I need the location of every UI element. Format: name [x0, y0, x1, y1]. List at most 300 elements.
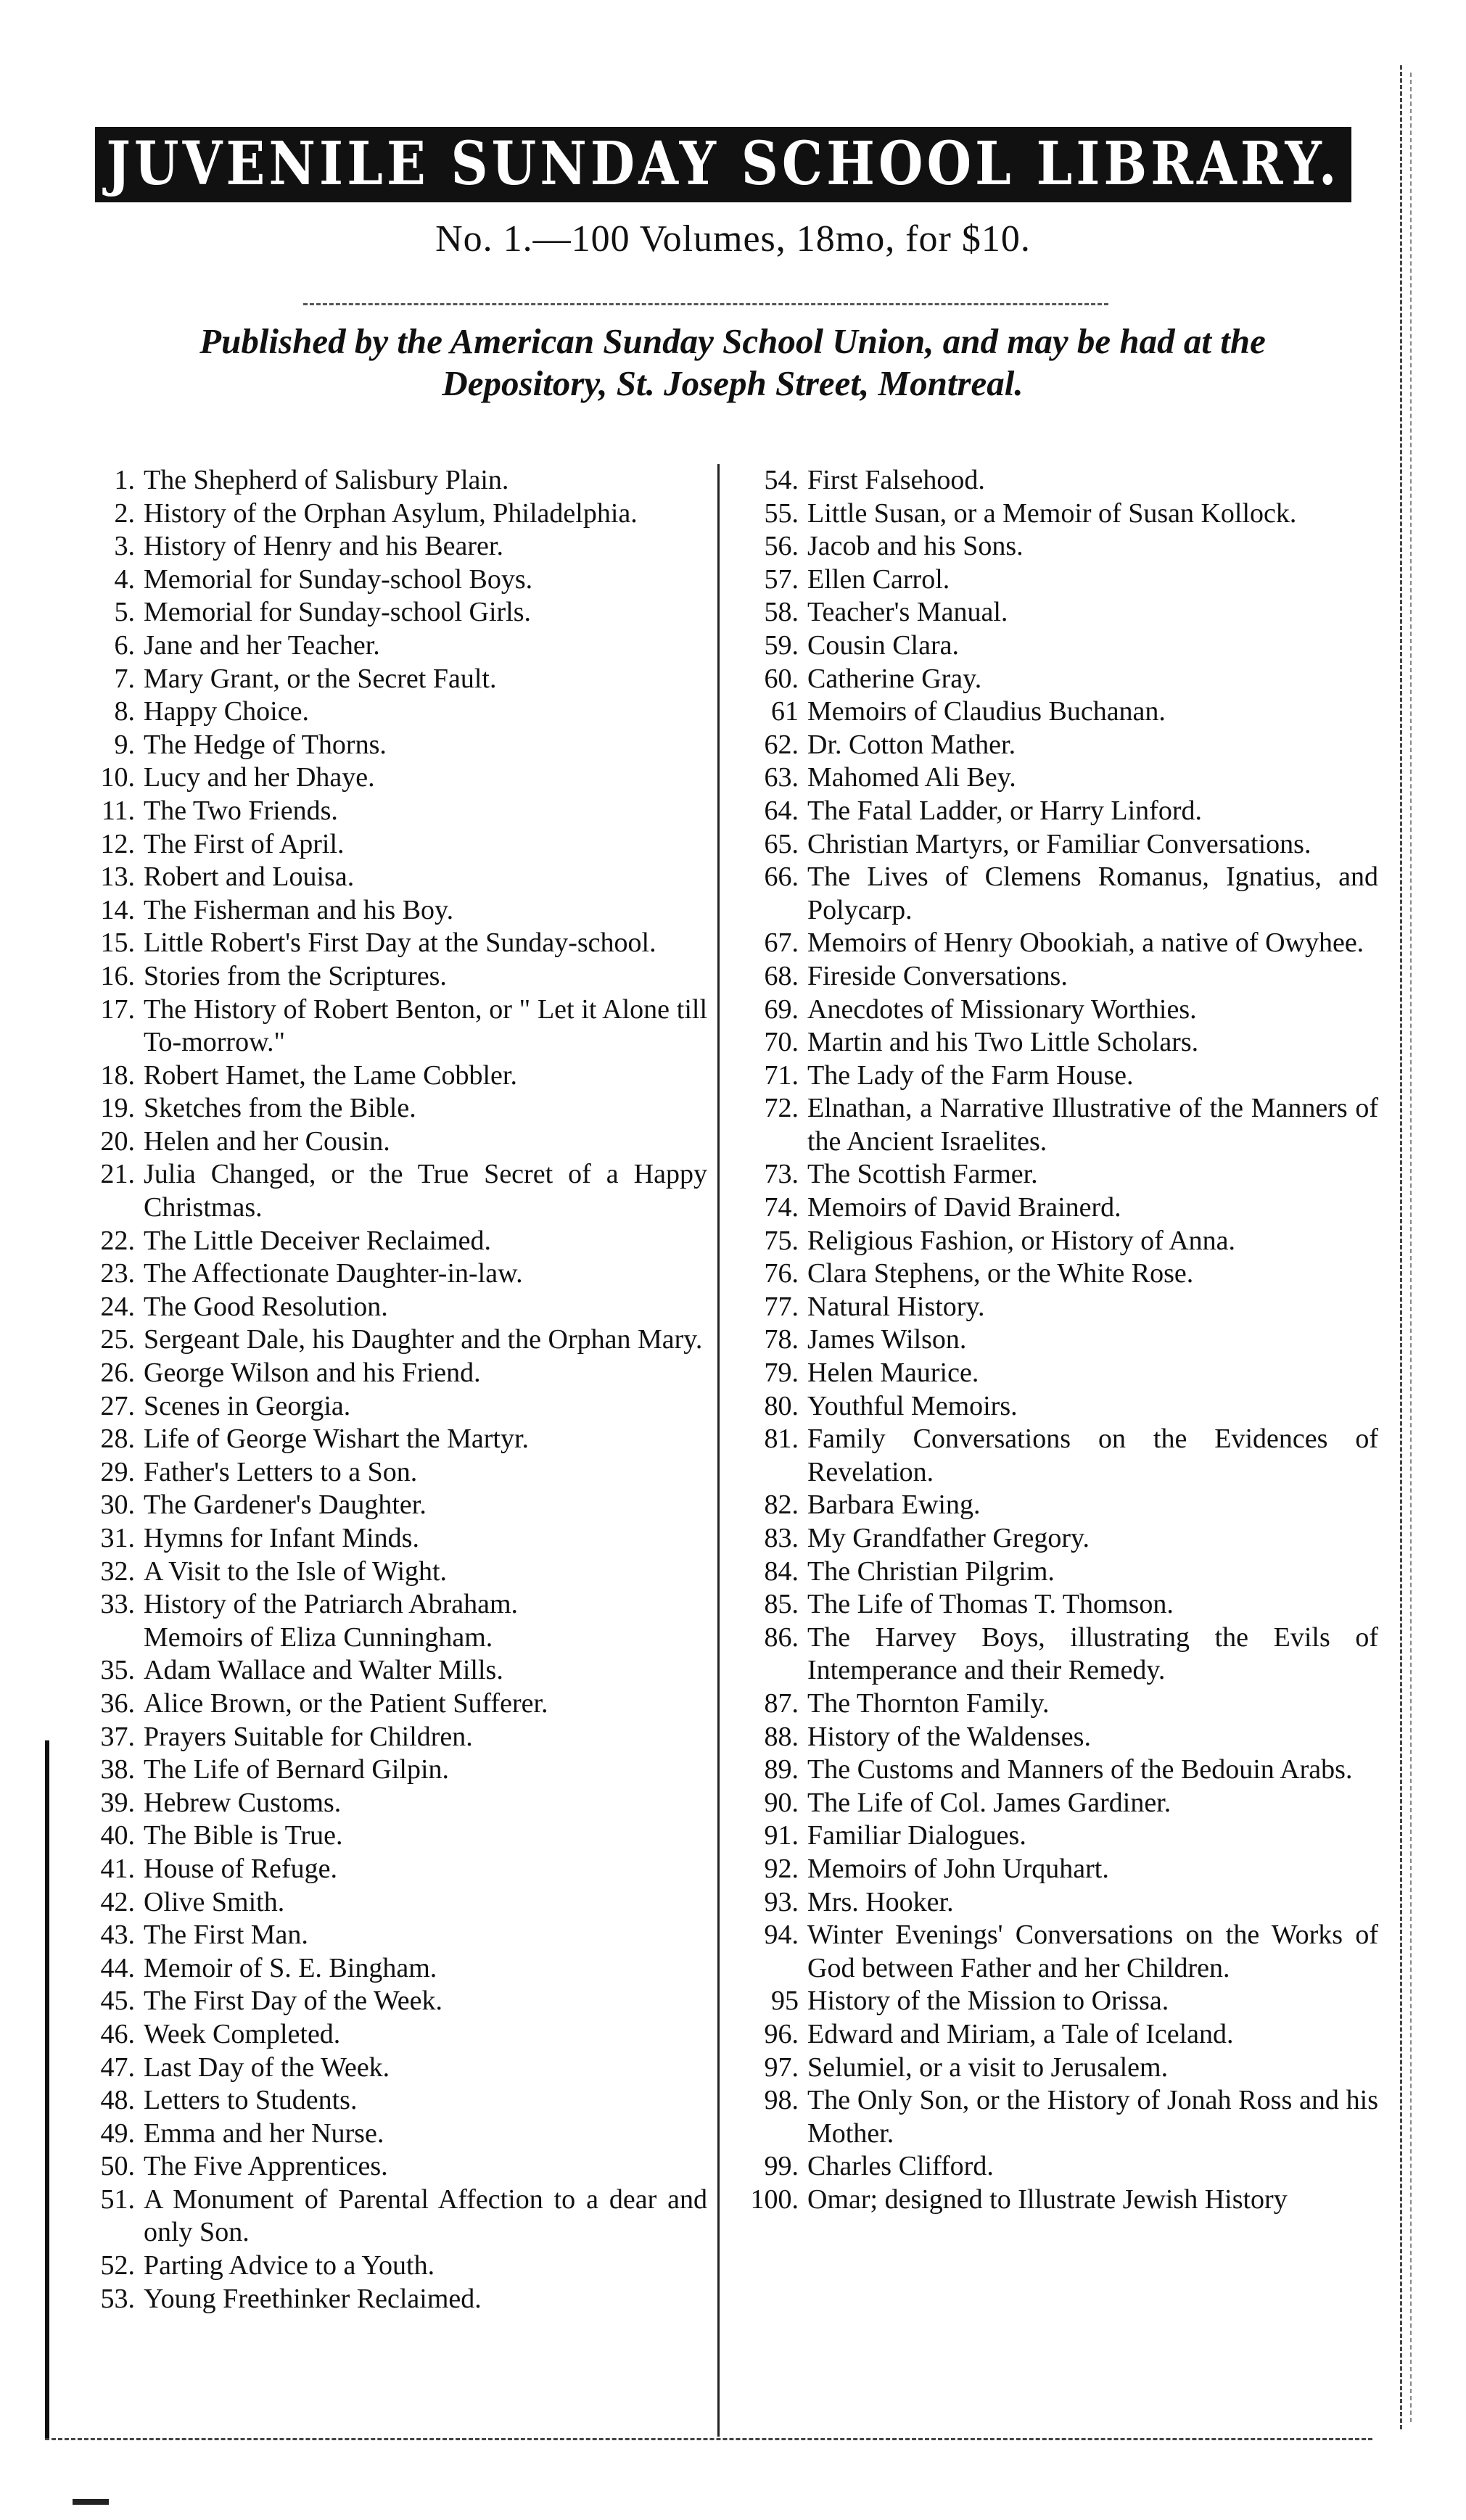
book-number: 36. [100, 1687, 135, 1719]
book-number: 33. [100, 1589, 135, 1620]
book-entry [58, 2184, 707, 2250]
book-number: 46. [100, 2018, 135, 2049]
book-entry [729, 663, 1378, 696]
book-title: History of the Mission to Orissa. [807, 1986, 1169, 2017]
book-number: 70. [764, 1027, 799, 1058]
book-number: 96. [764, 2018, 799, 2049]
book-entry [729, 1225, 1378, 1258]
book-number: 78. [764, 1324, 799, 1355]
book-title: Memoirs of Eliza Cunningham. [144, 1622, 493, 1653]
book-title: History of the Patriarch Abraham. [144, 1589, 519, 1620]
book-title: Little Susan, or a Memoir of Susan Kollock. [807, 497, 1297, 529]
book-title: The Affectionate Daughter-in-law. [144, 1258, 523, 1289]
book-entry [729, 1886, 1378, 1920]
book-number: 56. [764, 531, 799, 562]
book-title: Ellen Carrol. [807, 563, 950, 595]
book-entry [729, 2052, 1378, 2085]
book-entry [58, 464, 707, 497]
book-title: Last Day of the Week. [144, 2052, 390, 2083]
book-title: Charles Clifford. [807, 2151, 994, 2182]
book-number: 43. [100, 1920, 135, 1951]
book-title: The Bible is True. [144, 1820, 343, 1851]
book-number: 49. [100, 2118, 135, 2149]
book-number: 44. [100, 1952, 135, 1983]
book-number: 9. [114, 729, 135, 760]
book-number: 8. [114, 696, 135, 727]
book-number: 57. [764, 563, 799, 595]
book-title: History of the Orphan Asylum, Philadelphia. [144, 497, 638, 529]
book-title: The Shepherd of Salisbury Plain. [144, 465, 509, 495]
book-number: 83. [764, 1523, 799, 1553]
book-title: Natural History. [807, 1291, 985, 1322]
book-title: Mary Grant, or the Secret Fault. [144, 663, 497, 694]
book-number: 59. [764, 629, 799, 661]
book-entry [58, 795, 707, 828]
book-entry [58, 2052, 707, 2085]
book-number: 81. [764, 1424, 799, 1455]
book-entry [58, 2084, 707, 2118]
book-entry [729, 1853, 1378, 1886]
book-title: Fireside Conversations. [807, 960, 1068, 991]
book-number: 4. [114, 563, 135, 595]
book-entry [58, 2283, 707, 2316]
column-divider [717, 464, 720, 2437]
book-number: 98. [764, 2085, 799, 2116]
book-entry [58, 1721, 707, 1754]
left-border [45, 1740, 49, 2440]
book-number: 82. [764, 1490, 799, 1521]
book-entry [729, 2018, 1378, 2052]
book-entry [729, 795, 1378, 828]
book-entry [729, 1489, 1378, 1522]
book-title: Catherine Gray. [807, 663, 982, 694]
book-number: 77. [764, 1291, 799, 1322]
book-title: Memorial for Sunday-school Boys. [144, 563, 533, 595]
publisher-line-1: Published by the American Sunday School Union, and may be had at the [199, 321, 1266, 361]
book-title: The Harvey Boys, illustrating the Evils of Intemperance and their Remedy. [807, 1622, 1378, 1686]
book-number: 89. [764, 1754, 799, 1785]
book-entry [58, 663, 707, 696]
book-entry [729, 464, 1378, 497]
banner-title: JUVENILE SUNDAY SCHOOL LIBRARY. [95, 127, 1351, 202]
book-entry [58, 596, 707, 629]
book-entry [729, 2184, 1378, 2217]
book-entry [729, 2150, 1378, 2184]
book-number: 61 [771, 696, 799, 727]
book-number: 40. [100, 1820, 135, 1851]
book-number: 62. [764, 729, 799, 760]
book-number: 66. [764, 862, 799, 893]
book-number: 6. [114, 629, 135, 661]
book-title: Adam Wallace and Walter Mills. [144, 1655, 503, 1686]
book-title: Helen and her Cousin. [144, 1125, 390, 1157]
book-title: Youthful Memoirs. [807, 1390, 1018, 1421]
book-title: Family Conversations on the Evidences of Revelation. [807, 1424, 1378, 1487]
book-entry [729, 1059, 1378, 1093]
book-number: 87. [764, 1687, 799, 1719]
book-entry [58, 1291, 707, 1324]
book-list-left [58, 464, 707, 2315]
book-entry [729, 761, 1378, 795]
book-title: George Wilson and his Friend. [144, 1358, 481, 1389]
book-title: First Falsehood. [807, 465, 985, 495]
book-number: 58. [764, 597, 799, 628]
book-title: The First of April. [144, 828, 345, 859]
book-title: Cousin Clara. [807, 629, 959, 661]
book-number: 26. [100, 1358, 135, 1389]
book-number: 17. [100, 993, 135, 1025]
book-number: 2. [114, 497, 135, 529]
book-title: Memoirs of Claudius Buchanan. [807, 696, 1166, 727]
subtitle: No. 1.—100 Volumes, 18mo, for $10. [435, 218, 1031, 260]
book-number: 50. [100, 2151, 135, 2182]
book-entry [729, 1985, 1378, 2018]
book-entry [58, 861, 707, 894]
ornament-diamond-left-icon [43, 158, 56, 171]
book-number: 41. [100, 1853, 135, 1884]
book-entry [729, 629, 1378, 663]
book-title: The Little Deceiver Reclaimed. [144, 1225, 491, 1256]
book-number: 3. [114, 531, 135, 562]
book-title: Little Robert's First Day at the Sunday-school. [144, 928, 656, 959]
book-number: 22. [100, 1225, 135, 1256]
book-entry [729, 563, 1378, 597]
bottom-ornament [73, 2499, 109, 2505]
book-title: Memorial for Sunday-school Girls. [144, 597, 532, 628]
book-entry [58, 1125, 707, 1159]
book-entry [729, 1191, 1378, 1225]
book-entry [58, 828, 707, 862]
book-number: 19. [100, 1093, 135, 1124]
book-number: 99. [764, 2151, 799, 2182]
book-number: 67. [764, 928, 799, 959]
book-entry [58, 1687, 707, 1721]
book-title: Robert and Louisa. [144, 862, 355, 893]
book-title: Memoirs of John Urquhart. [807, 1853, 1109, 1884]
book-number: 27. [100, 1390, 135, 1421]
book-entry [729, 993, 1378, 1027]
book-entry [729, 695, 1378, 729]
book-title: A Monument of Parental Affection to a dear and only Son. [144, 2184, 707, 2248]
book-entry [58, 1853, 707, 1886]
book-number: 91. [764, 1820, 799, 1851]
book-number: 63. [764, 762, 799, 793]
book-entry [729, 1357, 1378, 1390]
book-title: Sergeant Dale, his Daughter and the Orphan Mary. [144, 1324, 703, 1355]
book-number: 47. [100, 2052, 135, 2083]
book-entry [729, 729, 1378, 762]
book-number: 100. [750, 2184, 799, 2215]
right-border-outer [1410, 73, 1412, 2422]
book-title: Jacob and his Sons. [807, 531, 1024, 562]
book-number: 5. [114, 597, 135, 628]
book-title: Edward and Miriam, a Tale of Iceland. [807, 2018, 1234, 2049]
book-entry [729, 1423, 1378, 1489]
book-entry [729, 1026, 1378, 1059]
book-number: 32. [100, 1556, 135, 1587]
book-number: 10. [100, 762, 135, 793]
book-title: Mahomed Ali Bey. [807, 762, 1016, 793]
book-entry [729, 1158, 1378, 1191]
book-title: Hymns for Infant Minds. [144, 1523, 419, 1553]
book-title: Clara Stephens, or the White Rose. [807, 1258, 1194, 1289]
book-entry [58, 1357, 707, 1390]
book-entry [58, 1952, 707, 1986]
book-entry [729, 1323, 1378, 1357]
book-entry [729, 828, 1378, 862]
book-title: A Visit to the Isle of Wight. [144, 1556, 448, 1587]
book-entry [729, 1588, 1378, 1622]
book-title: The Life of Thomas T. Thomson. [807, 1589, 1174, 1620]
book-title: The Life of Bernard Gilpin. [144, 1754, 450, 1785]
book-number: 35. [100, 1655, 135, 1686]
book-number: 92. [764, 1853, 799, 1884]
book-entry [58, 1919, 707, 1952]
book-number: 37. [100, 1721, 135, 1752]
book-title: The Fisherman and his Boy. [144, 894, 454, 925]
book-title: The Five Apprentices. [144, 2151, 388, 2182]
book-title: Mrs. Hooker. [807, 1886, 954, 1917]
book-title: The Gardener's Daughter. [144, 1490, 427, 1521]
book-title: Lucy and her Dhaye. [144, 762, 375, 793]
book-title: History of the Waldenses. [807, 1721, 1091, 1752]
book-number: 11. [101, 795, 135, 826]
book-entry [729, 1092, 1378, 1158]
book-entry [58, 1753, 707, 1787]
book-number: 18. [100, 1059, 135, 1091]
book-number: 23. [100, 1258, 135, 1289]
book-number: 1. [114, 465, 135, 495]
book-title: The Life of Col. James Gardiner. [807, 1787, 1171, 1818]
book-title: The Scottish Farmer. [807, 1159, 1038, 1190]
book-entry [729, 1753, 1378, 1787]
book-entry [729, 530, 1378, 563]
book-title: The Good Resolution. [144, 1291, 388, 1322]
book-entry [58, 1257, 707, 1291]
book-title: House of Refuge. [144, 1853, 337, 1884]
book-entry [58, 2150, 707, 2184]
book-number: 80. [764, 1390, 799, 1421]
book-number: 38. [100, 1754, 135, 1785]
book-entry [58, 629, 707, 663]
book-number: 72. [764, 1093, 799, 1124]
book-title: Alice Brown, or the Patient Sufferer. [144, 1687, 548, 1719]
book-number: 20. [100, 1125, 135, 1157]
book-entry [58, 1489, 707, 1522]
book-entry [58, 761, 707, 795]
book-number: 16. [100, 960, 135, 991]
book-number: 85. [764, 1589, 799, 1620]
book-entry [58, 1522, 707, 1556]
book-entry [58, 695, 707, 729]
book-number: 15. [100, 928, 135, 959]
book-entry [729, 1919, 1378, 1985]
book-title: The First Day of the Week. [144, 1986, 443, 2017]
book-title: Sketches from the Bible. [144, 1093, 416, 1124]
book-number: 30. [100, 1490, 135, 1521]
book-title: Scenes in Georgia. [144, 1390, 351, 1421]
book-title: Anecdotes of Missionary Worthies. [807, 993, 1197, 1025]
book-number: 55. [764, 497, 799, 529]
book-title: Winter Evenings' Conversations on the Works of God between Father and her Children. [807, 1920, 1378, 1983]
book-number: 53. [100, 2283, 135, 2314]
book-title: Omar; designed to Illustrate Jewish History [807, 2184, 1288, 2215]
book-title: Father's Letters to a Son. [144, 1456, 418, 1487]
book-number: 14. [100, 894, 135, 925]
book-title: Stories from the Scriptures. [144, 960, 447, 991]
book-title: Happy Choice. [144, 696, 309, 727]
book-title: James Wilson. [807, 1324, 967, 1355]
book-title: Religious Fashion, or History of Anna. [807, 1225, 1236, 1256]
book-title: Prayers Suitable for Children. [144, 1721, 473, 1752]
book-entry [729, 1787, 1378, 1820]
book-entry [58, 1225, 707, 1258]
book-number: 42. [100, 1886, 135, 1917]
book-entry [58, 1654, 707, 1687]
book-number: 68. [764, 960, 799, 991]
book-number: 28. [100, 1424, 135, 1455]
book-number: 60. [764, 663, 799, 694]
book-title: Life of George Wishart the Martyr. [144, 1424, 530, 1455]
book-entry [58, 1556, 707, 1589]
book-number: 45. [100, 1986, 135, 2017]
book-number: 24. [100, 1291, 135, 1322]
book-number: 12. [100, 828, 135, 859]
publisher-line-2: Depository, St. Joseph Street, Montreal. [442, 363, 1024, 403]
book-title: Elnathan, a Narrative Illustrative of the Manners of the Ancient Israelites. [807, 1093, 1378, 1157]
book-entry [729, 2084, 1378, 2150]
book-number: 97. [764, 2052, 799, 2083]
book-entry [58, 894, 707, 928]
right-border [1400, 65, 1402, 2429]
book-entry [58, 2118, 707, 2151]
book-entry [58, 960, 707, 993]
book-entry [729, 1687, 1378, 1721]
publisher-note [109, 321, 1356, 405]
book-title: Teacher's Manual. [807, 597, 1008, 628]
book-entry [58, 1158, 707, 1224]
book-title: Letters to Students. [144, 2085, 358, 2116]
book-entry [58, 2018, 707, 2052]
header-divider [303, 303, 1108, 305]
book-title: The Fatal Ladder, or Harry Linford. [807, 795, 1202, 826]
book-number: 64. [764, 795, 799, 826]
book-number: 25. [100, 1324, 135, 1355]
book-number: 76. [764, 1258, 799, 1289]
book-entry [58, 1423, 707, 1456]
book-title: Parting Advice to a Youth. [144, 2250, 435, 2281]
book-title: Martin and his Two Little Scholars. [807, 1027, 1199, 1058]
book-entry [58, 497, 707, 531]
book-number: 65. [764, 828, 799, 859]
book-list-right [729, 464, 1378, 2216]
book-entry [58, 2250, 707, 2283]
book-title: The Customs and Manners of the Bedouin Arabs. [807, 1754, 1353, 1785]
book-entry [58, 1390, 707, 1424]
book-number: 95 [771, 1986, 799, 2017]
book-number: 21. [100, 1159, 135, 1190]
book-entry [58, 530, 707, 563]
book-title: Barbara Ewing. [807, 1490, 981, 1521]
book-title: Memoirs of David Brainerd. [807, 1192, 1121, 1223]
book-title: Emma and her Nurse. [144, 2118, 384, 2149]
book-number: 71. [764, 1059, 799, 1091]
book-number: 74. [764, 1192, 799, 1223]
book-number: 39. [100, 1787, 135, 1818]
book-entry [729, 927, 1378, 960]
book-number: 51. [100, 2184, 135, 2215]
book-title: Robert Hamet, the Lame Cobbler. [144, 1059, 517, 1091]
book-number: 88. [764, 1721, 799, 1752]
book-entry [729, 1522, 1378, 1556]
book-number: 94. [764, 1920, 799, 1951]
book-number: 7. [114, 663, 135, 694]
book-title: Hebrew Customs. [144, 1787, 342, 1818]
book-title: Selumiel, or a visit to Jerusalem. [807, 2052, 1169, 2083]
book-title: The Hedge of Thorns. [144, 729, 387, 760]
book-title: The Only Son, or the History of Jonah Ross and his Mother. [807, 2085, 1378, 2149]
book-number: 73. [764, 1159, 799, 1190]
book-entry [729, 1390, 1378, 1424]
book-number: 84. [764, 1556, 799, 1587]
book-entry [58, 1456, 707, 1490]
book-number: 31. [100, 1523, 135, 1553]
book-entry [729, 1721, 1378, 1754]
book-entry [729, 1291, 1378, 1324]
book-entry [58, 1323, 707, 1357]
book-entry [729, 497, 1378, 531]
book-entry [58, 563, 707, 597]
book-entry [729, 1819, 1378, 1853]
book-title: Jane and her Teacher. [144, 629, 380, 661]
book-number: 54. [764, 465, 799, 495]
book-number: 79. [764, 1358, 799, 1389]
book-number: 93. [764, 1886, 799, 1917]
book-entry [58, 1985, 707, 2018]
book-entry [58, 1787, 707, 1820]
book-title: The Christian Pilgrim. [807, 1556, 1055, 1587]
book-title: The Lives of Clemens Romanus, Ignatius, and Polycarp. [807, 862, 1378, 925]
book-entry [58, 1059, 707, 1093]
book-number: 48. [100, 2085, 135, 2116]
book-title: Familiar Dialogues. [807, 1820, 1026, 1851]
book-number: 29. [100, 1456, 135, 1487]
book-entry [58, 1819, 707, 1853]
book-title: Christian Martyrs, or Familiar Conversations. [807, 828, 1311, 859]
book-entry [729, 596, 1378, 629]
book-title: The Thornton Family. [807, 1687, 1050, 1719]
book-entry [58, 729, 707, 762]
book-title: The Lady of the Farm House. [807, 1059, 1134, 1091]
book-entry [58, 993, 707, 1059]
book-number: 13. [100, 862, 135, 893]
book-entry [729, 1257, 1378, 1291]
book-title: Memoirs of Henry Obookiah, a native of Owyhee. [807, 928, 1364, 959]
book-entry [58, 1092, 707, 1125]
book-entry [729, 861, 1378, 927]
book-title: History of Henry and his Bearer. [144, 531, 503, 562]
book-entry [729, 1622, 1378, 1687]
book-title: Julia Changed, or the True Secret of a Happy Christmas. [144, 1159, 707, 1223]
bottom-border [45, 2438, 1372, 2440]
book-title: Young Freethinker Reclaimed. [144, 2283, 482, 2314]
book-entry [58, 1886, 707, 1920]
book-title: Olive Smith. [144, 1886, 285, 1917]
book-title: Helen Maurice. [807, 1358, 979, 1389]
book-title: My Grandfather Gregory. [807, 1523, 1090, 1553]
book-title: The Two Friends. [144, 795, 338, 826]
book-entry [58, 1588, 707, 1622]
